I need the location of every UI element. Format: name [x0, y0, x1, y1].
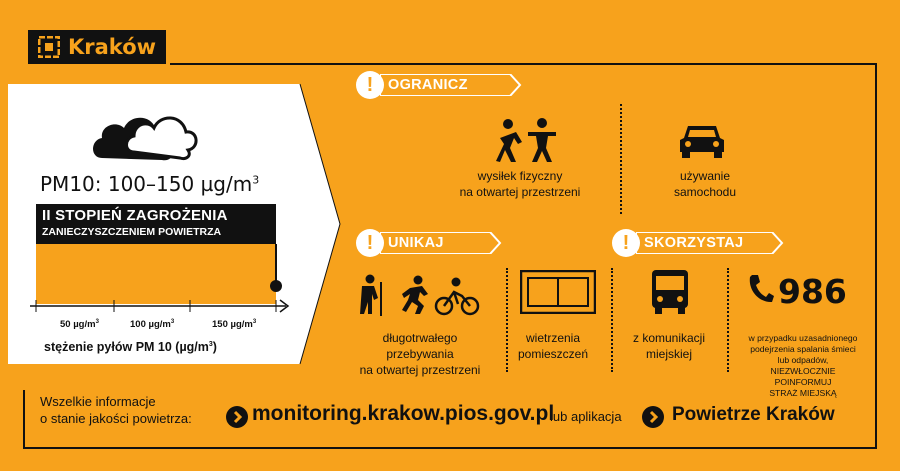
caption-outdoor: długotrwałego przebywania na otwartej przestrzeni: [359, 331, 481, 377]
current-level-marker: [270, 280, 282, 292]
phone-icon: [748, 272, 774, 311]
section-ogranicz-header: [356, 73, 480, 97]
caption-bus: z komunikacji miejskiej: [632, 331, 706, 361]
exclamation-icon: !: [356, 229, 384, 257]
car-icon: [680, 124, 724, 163]
logo-text: Kraków: [68, 35, 157, 59]
emergency-number[interactable]: 986: [748, 272, 847, 311]
scale-tick-label: 50 $\mu g/m^3$: [60, 319, 99, 331]
caption-car: używanie samochodu: [673, 169, 737, 199]
app-link[interactable]: Powietrze Kraków: [672, 404, 835, 425]
section-label: OGRANICZ: [380, 74, 480, 96]
arrow-right-icon: [642, 406, 664, 428]
section-label: UNIKAJ: [380, 232, 456, 254]
window-icon: [520, 270, 596, 319]
exercise-icon: [496, 118, 560, 169]
footer-info: Wszelkie informacje o stanie jakości powietrza:: [40, 394, 192, 426]
section-label: SKORZYSTAJ: [636, 232, 755, 254]
exclamation-icon: !: [356, 71, 384, 99]
outdoor-activity-icon: [360, 274, 480, 321]
divider: [620, 104, 622, 214]
caption-exercise: wysiłek fizyczny na otwartej przestrzeni: [459, 169, 581, 199]
exclamation-icon: !: [612, 229, 640, 257]
bus-icon: [652, 270, 688, 319]
divider: [611, 268, 613, 372]
alert-level-title: II STOPIEŃ ZAGROŻENIA: [42, 207, 228, 224]
section-skorzystaj-header: [612, 231, 755, 255]
monitoring-link[interactable]: monitoring.krakow.pios.gov.pl: [252, 402, 555, 425]
pm-range-title: PM10: 100–150 $\mu g/m^3$: [40, 172, 260, 196]
section-unikaj-header: [356, 231, 456, 255]
scale-caption: stężenie pyłów PM 10 $(\mu g/m^3)$: [44, 340, 217, 354]
caption-window: wietrzenia pomieszczeń: [517, 331, 589, 361]
divider: [727, 268, 729, 372]
scale-tick-label: 150 $\mu g/m^3$: [212, 319, 257, 331]
scale-tick-label: 100 $\mu g/m^3$: [130, 319, 175, 331]
footer-or-text: lub aplikacja: [550, 409, 622, 424]
arrow-right-icon: [226, 406, 248, 428]
alert-level-subtitle: ZANIECZYSZCZENIEM POWIETRZA: [42, 226, 222, 238]
fine-print: w przypadku uzasadnionego podejrzenia spalania śmieci lub odpadów, NIEZWŁOCZNIE POINFORMUJ STRAŻ MIEJSKĄ: [748, 333, 858, 398]
